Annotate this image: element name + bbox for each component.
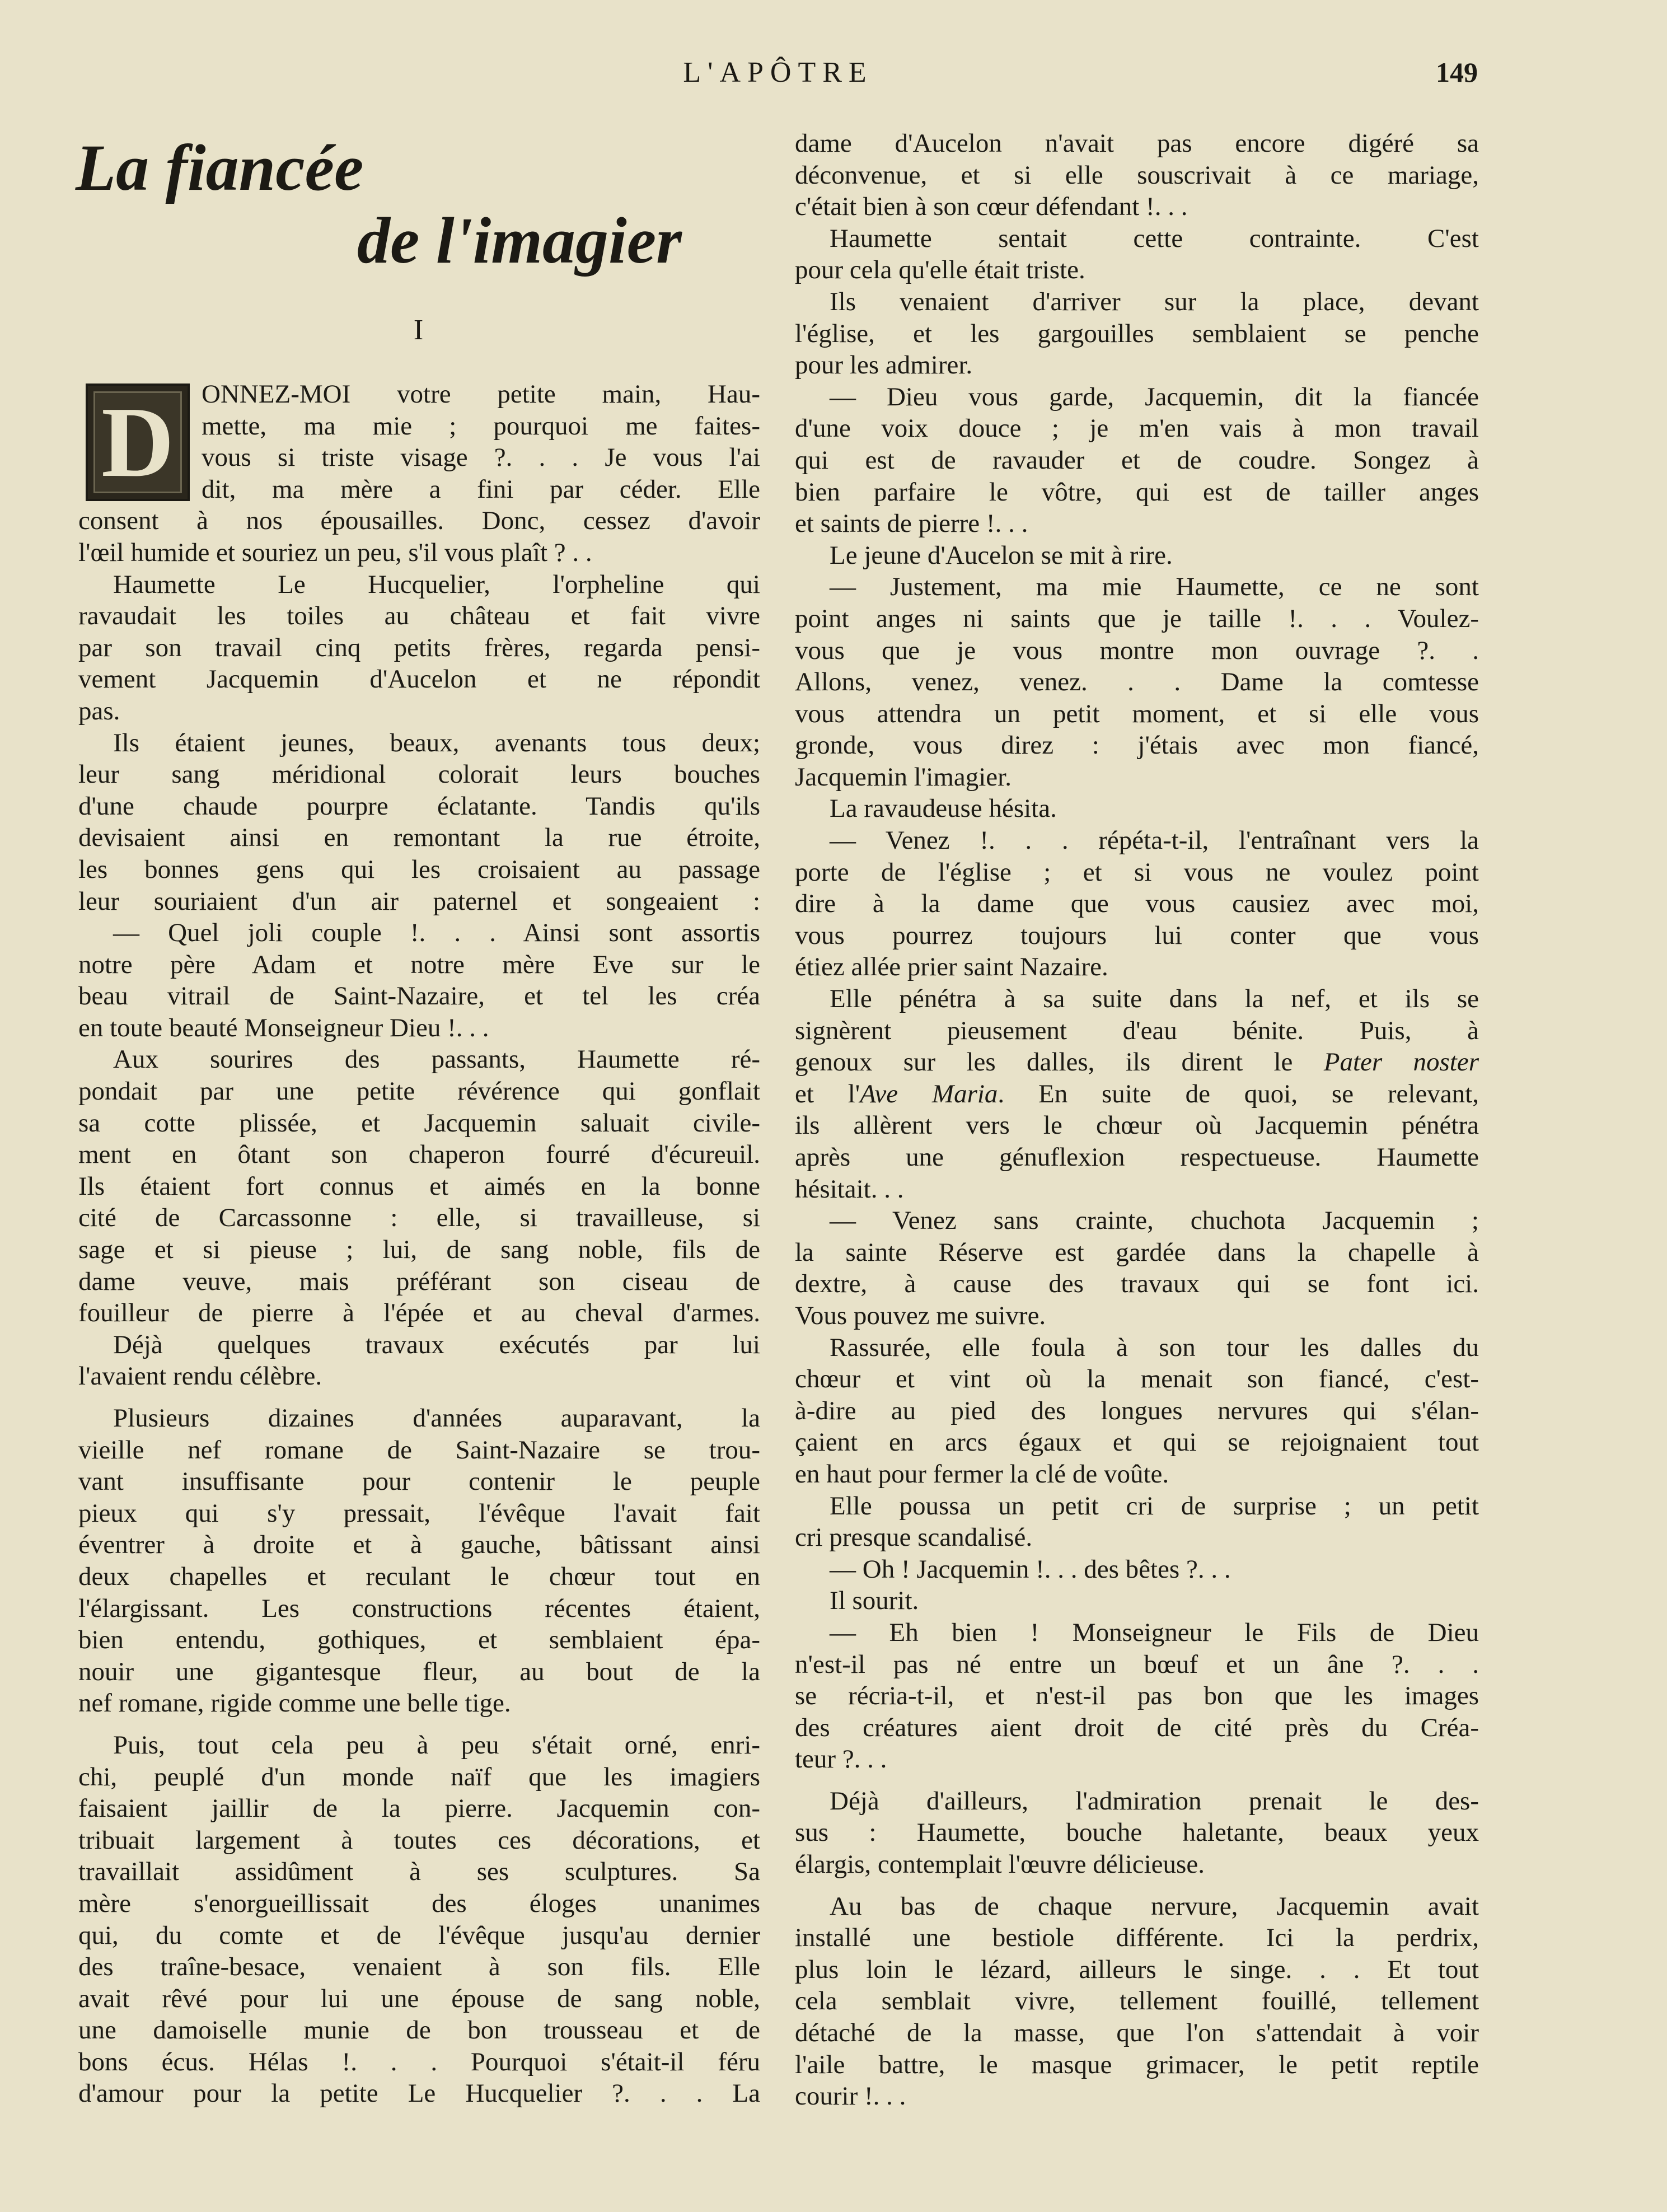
text-line: plus loin le lézard, ailleurs le singe. . . Et tout <box>795 1954 1479 1984</box>
text-line: Ils étaient jeunes, beaux, avenants tous deux; <box>113 728 760 757</box>
text-line: après une génuflexion respectueuse. Haumette <box>795 1143 1479 1172</box>
text-line: cela semblait vivre, tellement fouillé, tellement <box>795 1986 1479 2016</box>
text-line: se récria-t-il, et n'est-il pas bon que les images <box>795 1681 1479 1711</box>
text-line: d'une voix douce ; je m'en vais à mon travail <box>795 414 1479 443</box>
right-text-column <box>795 128 1479 2112</box>
text-line: pour cela qu'elle était triste. <box>795 255 1085 285</box>
text-line: dame veuve, mais préférant son ciseau de <box>78 1266 760 1296</box>
text-line: gronde, vous direz : j'étais avec mon fiancé, <box>795 731 1479 760</box>
text-line: consent à nos épousailles. Donc, cessez d'avoir <box>78 506 760 536</box>
text-line: l'église, et les gargouilles semblaient se penche <box>795 319 1479 348</box>
text-line: mette, ma mie ; pourquoi me faites- <box>202 411 760 441</box>
text-line: travaillait assidûment à ses sculptures. Sa <box>78 1857 760 1887</box>
text-line: vieille nef romane de Saint-Nazaire se trou- <box>78 1435 760 1465</box>
text-line: signèrent pieusement d'eau bénite. Puis, à <box>795 1016 1479 1045</box>
text-line: cri presque scandalisé. <box>795 1523 1033 1552</box>
text-line: vous que je vous montre mon ouvrage ?. . <box>795 635 1479 665</box>
text-line: hésitait. . . <box>795 1174 904 1204</box>
text-line: pondait par une petite révérence qui gonflait <box>78 1077 760 1106</box>
paragraph-gap <box>78 1719 760 1729</box>
text-line: Haumette sentait cette contrainte. C'est <box>830 223 1479 253</box>
text-line: l'aile battre, le masque grimacer, le petit reptile <box>795 2050 1479 2079</box>
text-line: Elle poussa un petit cri de surprise ; un petit <box>830 1491 1479 1521</box>
text-line: porte de l'église ; et si vous ne voulez point <box>795 857 1479 887</box>
text-line: Vous pouvez me suivre. <box>795 1301 1046 1330</box>
text-line: teur ?. . . <box>795 1745 887 1774</box>
text-line: Allons, venez, venez. . . Dame la comtesse <box>795 667 1479 697</box>
text-line: c'était bien à son cœur défendant !. . . <box>795 192 1188 222</box>
text-line: Rassurée, elle foula à son tour les dalles du <box>830 1332 1479 1362</box>
text-line: Aux sourires des passants, Haumette ré- <box>113 1045 760 1074</box>
text-line: une damoiselle munie de bon trousseau et de <box>78 2015 760 2045</box>
text-line: d'une chaude pourpre éclatante. Tandis qu'ils <box>78 791 760 821</box>
text-line: tribuait largement à toutes ces décorations, et <box>78 1825 760 1855</box>
text-line: déconvenue, et si elle souscrivait à ce mariage, <box>795 160 1479 190</box>
left-text-column <box>78 378 760 2110</box>
text-line: — Dieu vous garde, Jacquemin, dit la fiancée <box>830 382 1479 411</box>
text-line: installé une bestiole différente. Ici la perdrix, <box>795 1923 1479 1953</box>
text-line: des créatures aient droit de cité près du Créa- <box>795 1713 1479 1742</box>
text-line: élargis, contemplait l'œuvre délicieuse. <box>795 1850 1205 1879</box>
text-line: en haut pour fermer la clé de voûte. <box>795 1459 1169 1489</box>
text-line: Au bas de chaque nervure, Jacquemin avait <box>830 1891 1479 1921</box>
text-line: genoux sur les dalles, ils dirent le Pater noster <box>795 1047 1479 1077</box>
text-line: Haumette Le Hucquelier, l'orpheline qui <box>113 569 760 599</box>
text-line: Jacquemin l'imagier. <box>795 762 1012 792</box>
text-line: qui est de ravauder et de coudre. Songez à <box>795 445 1479 475</box>
text-line: Déjà quelques travaux exécutés par lui <box>113 1330 760 1359</box>
text-line: l'avaient rendu célèbre. <box>78 1362 322 1391</box>
text-line: çaient en arcs égaux et qui se rejoignaient tout <box>795 1428 1479 1457</box>
text-line: dire à la dame que vous causiez avec moi, <box>795 889 1479 919</box>
text-line: bien entendu, gothiques, et semblaient épa- <box>78 1625 760 1655</box>
text-line: leur sang méridional colorait leurs bouches <box>78 760 760 789</box>
text-line: d'amour pour la petite Le Hucquelier ?. . . La <box>78 2079 760 2108</box>
text-line: ravaudait les toiles au château et fait vivre <box>78 601 760 631</box>
text-line: pas. <box>78 696 120 726</box>
text-line: bons écus. Hélas !. . . Pourquoi s'était-il féru <box>78 2047 760 2077</box>
text-line: des traîne-besace, venaient à son fils. Elle <box>78 1952 760 1982</box>
text-line: Ils étaient fort connus et aimés en la bonne <box>78 1171 760 1201</box>
text-line: sus : Haumette, bouche haletante, beaux yeux <box>795 1818 1479 1848</box>
article-title-line-1: La fiancée <box>76 131 364 204</box>
text-line: Il sourit. <box>830 1586 919 1616</box>
chapter-number: I <box>413 314 424 346</box>
text-line: courir !. . . <box>795 2082 906 2111</box>
text-line: vous si triste visage ?. . . Je vous l'ai <box>202 443 760 473</box>
text-line: ils allèrent vers le chœur où Jacquemin pénétra <box>795 1111 1479 1140</box>
text-line: pieux qui s'y pressait, l'évêque l'avait fait <box>78 1498 760 1528</box>
text-line: éventrer à droite et à gauche, bâtissant ainsi <box>78 1530 760 1560</box>
text-line: — Justement, ma mie Haumette, ce ne sont <box>830 572 1479 602</box>
text-line: sa cotte plissée, et Jacquemin saluait civile- <box>78 1108 760 1138</box>
text-line: — Venez sans crainte, chuchota Jacquemin ; <box>830 1206 1479 1236</box>
text-line: chœur et vint où la menait son fiancé, c'est- <box>795 1364 1479 1394</box>
text-line: devisaient ainsi en remontant la rue étroite, <box>78 823 760 853</box>
article-title-line-2: de l'imagier <box>357 204 682 277</box>
text-line: les bonnes gens qui les croisaient au passage <box>78 854 760 884</box>
text-line: Puis, tout cela peu à peu s'était orné, enri- <box>113 1730 760 1760</box>
text-line: Elle pénétra à sa suite dans la nef, et ils se <box>830 984 1479 1014</box>
paragraph-gap <box>78 1392 760 1402</box>
text-line: Plusieurs dizaines d'années auparavant, la <box>113 1404 760 1433</box>
text-line: sage et si pieuse ; lui, de sang noble, fils de <box>78 1235 760 1265</box>
text-line: ment en ôtant son chaperon fourré d'écureuil. <box>78 1140 760 1170</box>
text-line: deux chapelles et reculant le chœur tout en <box>78 1561 760 1591</box>
text-line: l'œil humide et souriez un peu, s'il vous plaît ? . . <box>78 537 592 567</box>
text-line: faisaient jaillir de la pierre. Jacquemin con- <box>78 1794 760 1823</box>
text-line: cité de Carcassonne : elle, si travailleuse, si <box>78 1203 760 1233</box>
text-line: — Oh ! Jacquemin !. . . des bêtes ?. . . <box>830 1554 1231 1584</box>
text-line: bien parfaire le vôtre, qui est de tailler anges <box>795 477 1479 507</box>
text-line: ONNEZ-MOI votre petite main, Hau- <box>202 380 760 409</box>
text-line: leur souriaient d'un air paternel et songeaient : <box>78 886 760 916</box>
text-line: nef romane, rigide comme une belle tige. <box>78 1689 511 1718</box>
text-line: dame d'Aucelon n'avait pas encore digéré sa <box>795 129 1479 158</box>
text-line: notre père Adam et notre mère Eve sur le <box>78 950 760 979</box>
text-line: détaché de la masse, que l'on s'attendait à voir <box>795 2018 1479 2048</box>
text-line: Ils venaient d'arriver sur la place, devant <box>830 287 1479 316</box>
text-line: — Quel joli couple !. . . Ainsi sont assortis <box>113 918 760 948</box>
text-line: fouilleur de pierre à l'épée et au cheval d'armes. <box>78 1298 760 1328</box>
text-line: chi, peuplé d'un monde naïf que les imagiers <box>78 1762 760 1792</box>
text-line: dit, ma mère a fini par céder. Elle <box>202 474 760 504</box>
text-line: étiez allée prier saint Nazaire. <box>795 952 1108 982</box>
text-line: La ravaudeuse hésita. <box>830 794 1057 824</box>
text-line: avait rêvé pour lui une épouse de sang noble, <box>78 1984 760 2013</box>
text-line: à-dire au pied des longues nervures qui s'élan- <box>795 1396 1479 1425</box>
text-line: pour les admirer. <box>795 350 973 380</box>
text-line: vant insuffisante pour contenir le peuple <box>78 1467 760 1497</box>
text-line: point anges ni saints que je taille !. . . Voulez- <box>795 604 1479 633</box>
text-line: l'élargissant. Les constructions récentes étaient, <box>78 1593 760 1623</box>
text-line: nouir une gigantesque fleur, au bout de la <box>78 1657 760 1686</box>
text-line: — Eh bien ! Monseigneur le Fils de Dieu <box>830 1617 1479 1647</box>
text-line: dextre, à cause des travaux qui se font ici. <box>795 1269 1479 1299</box>
text-line: par son travail cinq petits frères, regarda pensi- <box>78 633 760 662</box>
text-line: vous attendra un petit moment, et si elle vous <box>795 699 1479 728</box>
text-line: qui, du comte et de l'évêque jusqu'au dernier <box>78 1920 760 1950</box>
drop-cap-letter: D <box>101 386 174 498</box>
running-header-title: L'APÔTRE <box>683 57 873 88</box>
paragraph-gap <box>795 1775 1479 1785</box>
paragraph-gap <box>795 1881 1479 1891</box>
text-line: n'est-il pas né entre un bœuf et un âne ?. . . <box>795 1649 1479 1679</box>
text-line: — Venez !. . . répéta-t-il, l'entraînant vers la <box>830 826 1479 855</box>
text-line: Déjà d'ailleurs, l'admiration prenait le des- <box>830 1786 1479 1816</box>
text-line: Le jeune d'Aucelon se mit à rire. <box>830 540 1173 570</box>
page-number: 149 <box>1436 57 1478 88</box>
text-line: vement Jacquemin d'Aucelon et ne répondit <box>78 665 760 694</box>
text-line: la sainte Réserve est gardée dans la chapelle à <box>795 1237 1479 1267</box>
text-line: mère s'enorgueillissait des éloges unanimes <box>78 1888 760 1918</box>
text-line: et saints de pierre !. . . <box>795 509 1028 539</box>
text-line: vous pourrez toujours lui conter que vous <box>795 920 1479 950</box>
text-line: en toute beauté Monseigneur Dieu !. . . <box>78 1013 489 1042</box>
text-line: beau vitrail de Saint-Nazaire, et tel les créa <box>78 981 760 1011</box>
text-line: et l'Ave Maria. En suite de quoi, se relevant, <box>795 1079 1479 1109</box>
